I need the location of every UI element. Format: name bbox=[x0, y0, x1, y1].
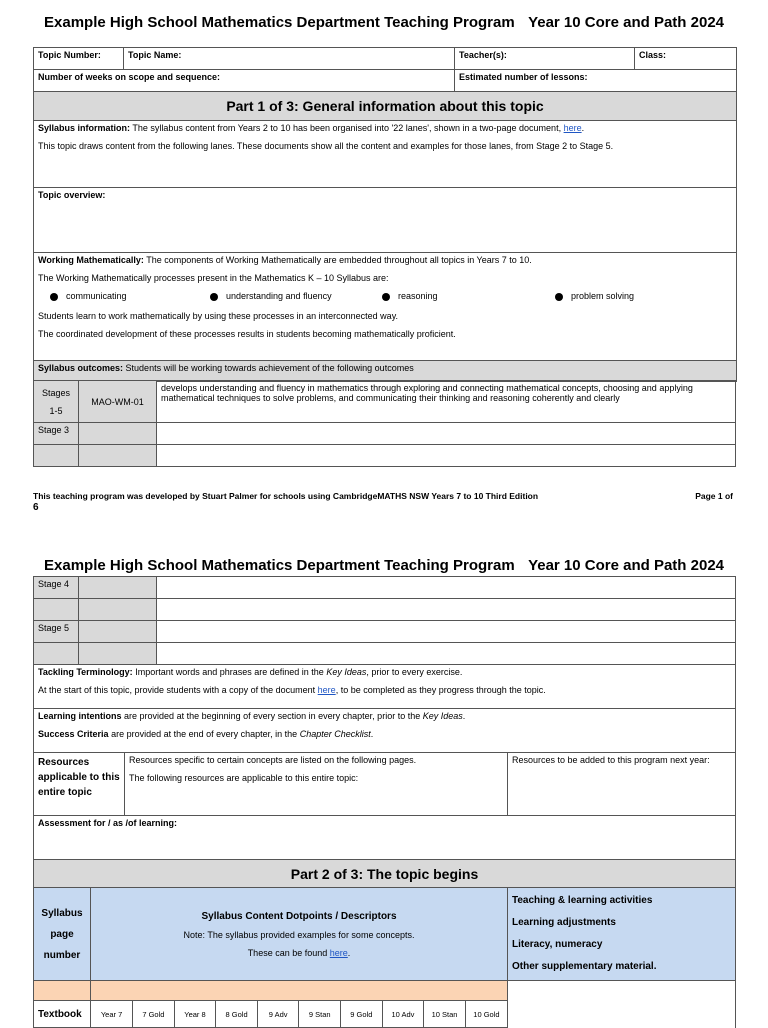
page-header-2 bbox=[44, 557, 724, 574]
syllabus-outcomes: Syllabus outcomes: Students will be working towards achievement of the following outcomes bbox=[34, 361, 737, 382]
teachers-cell[interactable]: Teacher(s): bbox=[455, 48, 635, 70]
textbook-label: Textbook bbox=[34, 1001, 91, 1028]
teaching-header: Teaching & learning activities Learning adjustments Literacy, numeracy Other supplementary material. bbox=[508, 888, 736, 981]
footer-total: 6 bbox=[33, 502, 39, 513]
syllabus-info: Syllabus information: The syllabus content from Years 2 to 10 has been organised into '22 lanes', shown in a two-page document, here. This topic draws content from the following lanes. These documents show all the content and examples for those lanes, from Stage 2 to Stage 5. bbox=[34, 121, 737, 188]
topic-overview[interactable]: Topic overview: bbox=[34, 188, 737, 253]
process-item: reasoning bbox=[382, 291, 555, 301]
blank-stage[interactable] bbox=[34, 599, 79, 621]
header-year: Year 10 Core and Path 2024 bbox=[528, 557, 724, 574]
topic-details-table bbox=[33, 664, 736, 889]
part2-title: Part 2 of 3: The topic begins bbox=[34, 860, 736, 889]
resources-label: Resources applicable to this entire topic bbox=[34, 753, 125, 816]
dotpoints-header: Syllabus Content Dotpoints / Descriptors Note: The syllabus provided examples for some concepts. These can be found here. bbox=[91, 888, 508, 981]
class-cell[interactable]: Class: bbox=[635, 48, 737, 70]
textbook-col[interactable]: 9 Stan bbox=[299, 1001, 341, 1027]
resources-cell[interactable]: Resources specific to certain concepts are listed on the following pages. The following resources are applicable to this entire topic: bbox=[125, 753, 508, 816]
textbook-col[interactable]: 9 Adv bbox=[257, 1001, 299, 1027]
syllabus-page-header: Syllabus page number bbox=[34, 888, 91, 981]
bullet-icon bbox=[210, 293, 218, 301]
next-year-resources[interactable]: Resources to be added to this program next year: bbox=[508, 753, 736, 816]
topic-number-cell[interactable]: Topic Number: bbox=[34, 48, 124, 70]
stage5-desc[interactable] bbox=[157, 621, 736, 643]
weeks-cell[interactable]: Number of weeks on scope and sequence: bbox=[34, 70, 455, 92]
topic-name-cell[interactable]: Topic Name: bbox=[124, 48, 455, 70]
textbook-col[interactable]: Year 7 bbox=[91, 1001, 133, 1027]
header-year: Year 10 Core and Path 2024 bbox=[528, 14, 724, 31]
process-item: problem solving bbox=[555, 291, 634, 301]
stage3-desc[interactable] bbox=[157, 423, 736, 445]
textbook-col[interactable]: Year 8 bbox=[174, 1001, 216, 1027]
examples-link[interactable]: here bbox=[329, 947, 348, 958]
tackling-terminology: Tackling Terminology: Important words and phrases are defined in the Key Ideas, prior to every exercise. At the start of this topic, provide students with a copy of the document here, to be completed as they progress through the topic. bbox=[34, 665, 736, 709]
blank-desc[interactable] bbox=[157, 445, 736, 467]
textbook-grid bbox=[91, 1001, 507, 1027]
process-item: communicating bbox=[50, 291, 210, 301]
header-title: Example High School Mathematics Department Teaching Program bbox=[44, 14, 515, 31]
textbook-col[interactable]: 7 Gold bbox=[133, 1001, 175, 1027]
stage4-label: Stage 4 bbox=[34, 577, 79, 599]
textbook-col[interactable]: 10 Stan bbox=[424, 1001, 466, 1027]
outcomes-table-1 bbox=[33, 380, 736, 467]
footer-page: Page 1 of bbox=[695, 491, 733, 501]
blank-code[interactable] bbox=[79, 445, 157, 467]
stage4-desc[interactable] bbox=[157, 577, 736, 599]
blank-code[interactable] bbox=[79, 599, 157, 621]
outcomes-table-2 bbox=[33, 576, 736, 665]
stage5-label: Stage 5 bbox=[34, 621, 79, 643]
stage4-code[interactable] bbox=[79, 577, 157, 599]
bullet-icon bbox=[555, 293, 563, 301]
textbook-cols bbox=[91, 1001, 508, 1028]
process-item: understanding and fluency bbox=[210, 291, 382, 301]
header-title: Example High School Mathematics Department Teaching Program bbox=[44, 557, 515, 574]
stage5-code[interactable] bbox=[79, 621, 157, 643]
page-footer bbox=[33, 491, 733, 513]
part2-table bbox=[33, 887, 736, 1028]
syllabus-link[interactable]: here bbox=[563, 123, 582, 133]
peach-cell[interactable] bbox=[34, 981, 91, 1001]
lessons-cell[interactable]: Estimated number of lessons: bbox=[455, 70, 737, 92]
activities-cell[interactable] bbox=[508, 981, 736, 1028]
stage3-label: Stage 3 bbox=[34, 423, 79, 445]
blank-desc[interactable] bbox=[157, 643, 736, 665]
working-mathematically: Working Mathematically: The components of Working Mathematically are embedded throughout all topics in Years 7 to 10. The Working Mathematically processes present in the Mathematics K – 10 Syllabus are: communicating understanding and fluency reasoning problem solving Students learn to work mathematically by using these processes in an interconnected way. The coordinated development of these processes results in students becoming mathematically proficient. bbox=[34, 253, 737, 361]
bullet-icon bbox=[382, 293, 390, 301]
terminology-link[interactable]: here bbox=[317, 685, 336, 695]
blank-stage[interactable] bbox=[34, 445, 79, 467]
bullet-icon bbox=[50, 293, 58, 301]
blank-code[interactable] bbox=[79, 643, 157, 665]
textbook-col[interactable]: 8 Gold bbox=[216, 1001, 258, 1027]
stage3-code[interactable] bbox=[79, 423, 157, 445]
textbook-col[interactable]: 10 Gold bbox=[465, 1001, 507, 1027]
textbook-col[interactable]: 10 Adv bbox=[382, 1001, 424, 1027]
page-header bbox=[44, 14, 724, 31]
wm-processes bbox=[38, 291, 732, 301]
footer-text: This teaching program was developed by Stuart Palmer for schools using CambridgeMATHS NSW Years 7 to 10 Third Edition bbox=[33, 491, 539, 501]
blank-stage[interactable] bbox=[34, 643, 79, 665]
textbook-col[interactable]: 9 Gold bbox=[341, 1001, 383, 1027]
topic-info-table bbox=[33, 47, 737, 382]
part1-title: Part 1 of 3: General information about this topic bbox=[34, 92, 737, 121]
assessment-cell[interactable]: Assessment for / as /of learning: bbox=[34, 816, 736, 860]
outcome-description: develops understanding and fluency in mathematics through exploring and connecting mathematical concepts, choosing and applying mathematical techniques to solve problems, and communicating their thinking and reasoning coherently and clearly bbox=[157, 381, 736, 423]
peach-cell[interactable] bbox=[91, 981, 508, 1001]
stages-label: Stages 1-5 bbox=[34, 381, 79, 423]
outcome-code: MAO-WM-01 bbox=[79, 381, 157, 423]
blank-desc[interactable] bbox=[157, 599, 736, 621]
learning-intentions: Learning intentions are provided at the beginning of every section in every chapter, prior to the Key Ideas. Success Criteria are provided at the end of every chapter, in the Chapter Checklist. bbox=[34, 709, 736, 753]
